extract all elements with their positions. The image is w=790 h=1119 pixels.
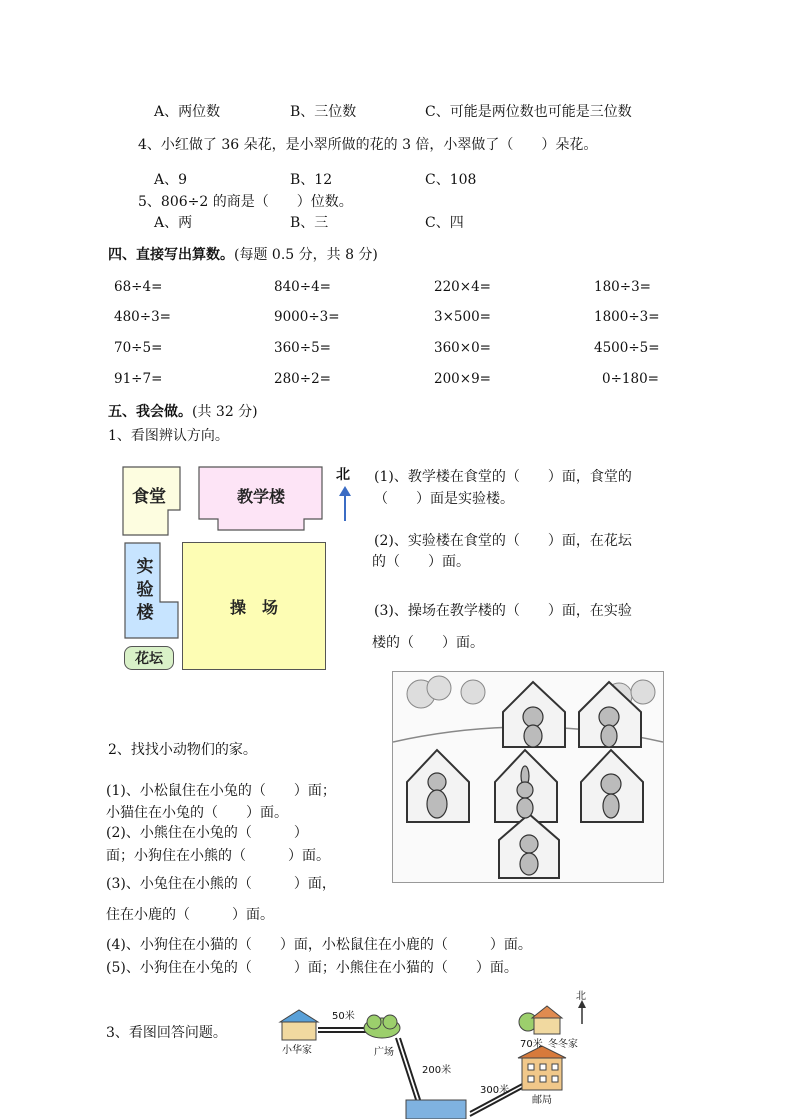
animal-houses-illustration	[393, 672, 663, 882]
q5-choice-c: C、四	[425, 215, 464, 231]
p2-line6: 住在小鹿的（ ）面。	[106, 907, 274, 923]
p2-line8: (5)、小狗住在小兔的（ ）面；小熊住在小猫的（ ）面。	[106, 960, 518, 976]
p1-q2-line1: (2)、实验楼在食堂的（ ）面，在花坛	[374, 533, 632, 549]
calc-item: 68÷4=	[114, 279, 163, 295]
distance-200m: 200米	[422, 1065, 452, 1076]
q4-question: 4、小红做了 36 朵花，是小翠所做的花的 3 倍，小翠做了（ ）朵花。	[138, 137, 598, 153]
q5-question: 5、806÷2 的商是（ ）位数。	[138, 194, 353, 210]
p2-line4: 面；小狗住在小熊的（ ）面。	[106, 848, 330, 864]
p1-q1-line1: (1)、教学楼在食堂的（ ）面，食堂的	[374, 469, 632, 485]
section4-note: (每题 0.5 分，共 8 分)	[234, 247, 378, 263]
p2-line7: (4)、小狗住在小猫的（ ）面，小松鼠住在小鹿的（ ）面。	[106, 937, 532, 953]
label-post-office: 邮局	[532, 1095, 552, 1106]
garden-label: 花坛	[124, 646, 174, 670]
north-label: 北	[336, 467, 350, 483]
q3-choice-b: B、三位数	[290, 104, 357, 120]
north-arrow-icon	[338, 486, 352, 522]
p2-line5: (3)、小兔住在小熊的（ ）面，	[106, 876, 336, 892]
q4-choice-c: C、108	[425, 172, 477, 188]
q3-choice-a: A、两位数	[154, 104, 221, 120]
section5-title: 五、我会做。	[108, 404, 192, 420]
lab-label: 实验楼	[132, 556, 153, 626]
calc-item: 200×9=	[434, 371, 491, 387]
q4-choice-b: B、12	[290, 172, 333, 188]
calc-item: 70÷5=	[114, 340, 163, 356]
problem2-title: 2、找找小动物们的家。	[108, 742, 257, 758]
canteen-label: 食堂	[132, 486, 166, 507]
calc-item: 0÷180=	[602, 371, 659, 387]
calc-item: 3×500=	[434, 309, 491, 325]
playground: 操 场	[182, 542, 326, 670]
animal-houses-picture	[392, 671, 664, 883]
section5-note: (共 32 分)	[192, 404, 258, 420]
calc-item: 360÷5=	[274, 340, 331, 356]
north-label-map: 北	[576, 991, 586, 1002]
q5-choice-b: B、三	[290, 215, 329, 231]
section4-heading	[108, 246, 378, 264]
distance-300m: 300米	[480, 1085, 510, 1096]
label-dongdong-home: 冬冬家	[548, 1039, 578, 1050]
calc-item: 4500÷5=	[594, 340, 660, 356]
p1-q1-line2: （ ）面是实验楼。	[374, 491, 514, 507]
q3-choice-c: C、可能是两位数也可能是三位数	[425, 104, 632, 120]
calc-item: 220×4=	[434, 279, 491, 295]
calc-item: 480÷3=	[114, 309, 171, 325]
calc-item: 280÷2=	[274, 371, 331, 387]
calc-item: 360×0=	[434, 340, 491, 356]
section5-heading	[108, 403, 258, 421]
q4-choice-a: A、9	[154, 172, 188, 188]
p2-line1: (1)、小松鼠住在小兔的（ ）面；	[106, 783, 336, 799]
campus-plan	[118, 462, 358, 682]
calc-item: 180÷3=	[594, 279, 651, 295]
q5-choice-a: A、两	[154, 215, 193, 231]
label-xiaohua-home: 小华家	[282, 1045, 312, 1056]
p1-q3-line2: 楼的（ ）面。	[372, 635, 484, 651]
teaching-building-label: 教学楼	[236, 486, 285, 506]
p2-line2: 小猫住在小兔的（ ）面。	[106, 805, 288, 821]
calc-item: 9000÷3=	[274, 309, 340, 325]
route-map	[270, 991, 600, 1119]
label-square: 广场	[374, 1047, 394, 1058]
distance-70m: 70米	[520, 1039, 543, 1050]
problem1-title: 1、看图辨认方向。	[108, 428, 229, 444]
p1-q2-line2: 的（ ）面。	[372, 554, 470, 570]
p2-line3: (2)、小熊住在小兔的（ ）	[106, 825, 308, 841]
calc-item: 840÷4=	[274, 279, 331, 295]
calc-item: 91÷7=	[114, 371, 163, 387]
distance-50m: 50米	[332, 1011, 355, 1022]
calc-item: 1800÷3=	[594, 309, 660, 325]
problem3-title: 3、看图回答问题。	[106, 1025, 227, 1041]
p1-q3-line1: (3)、操场在教学楼的（ ）面，在实验	[374, 603, 632, 619]
section4-title: 四、直接写出算数。	[108, 247, 234, 263]
